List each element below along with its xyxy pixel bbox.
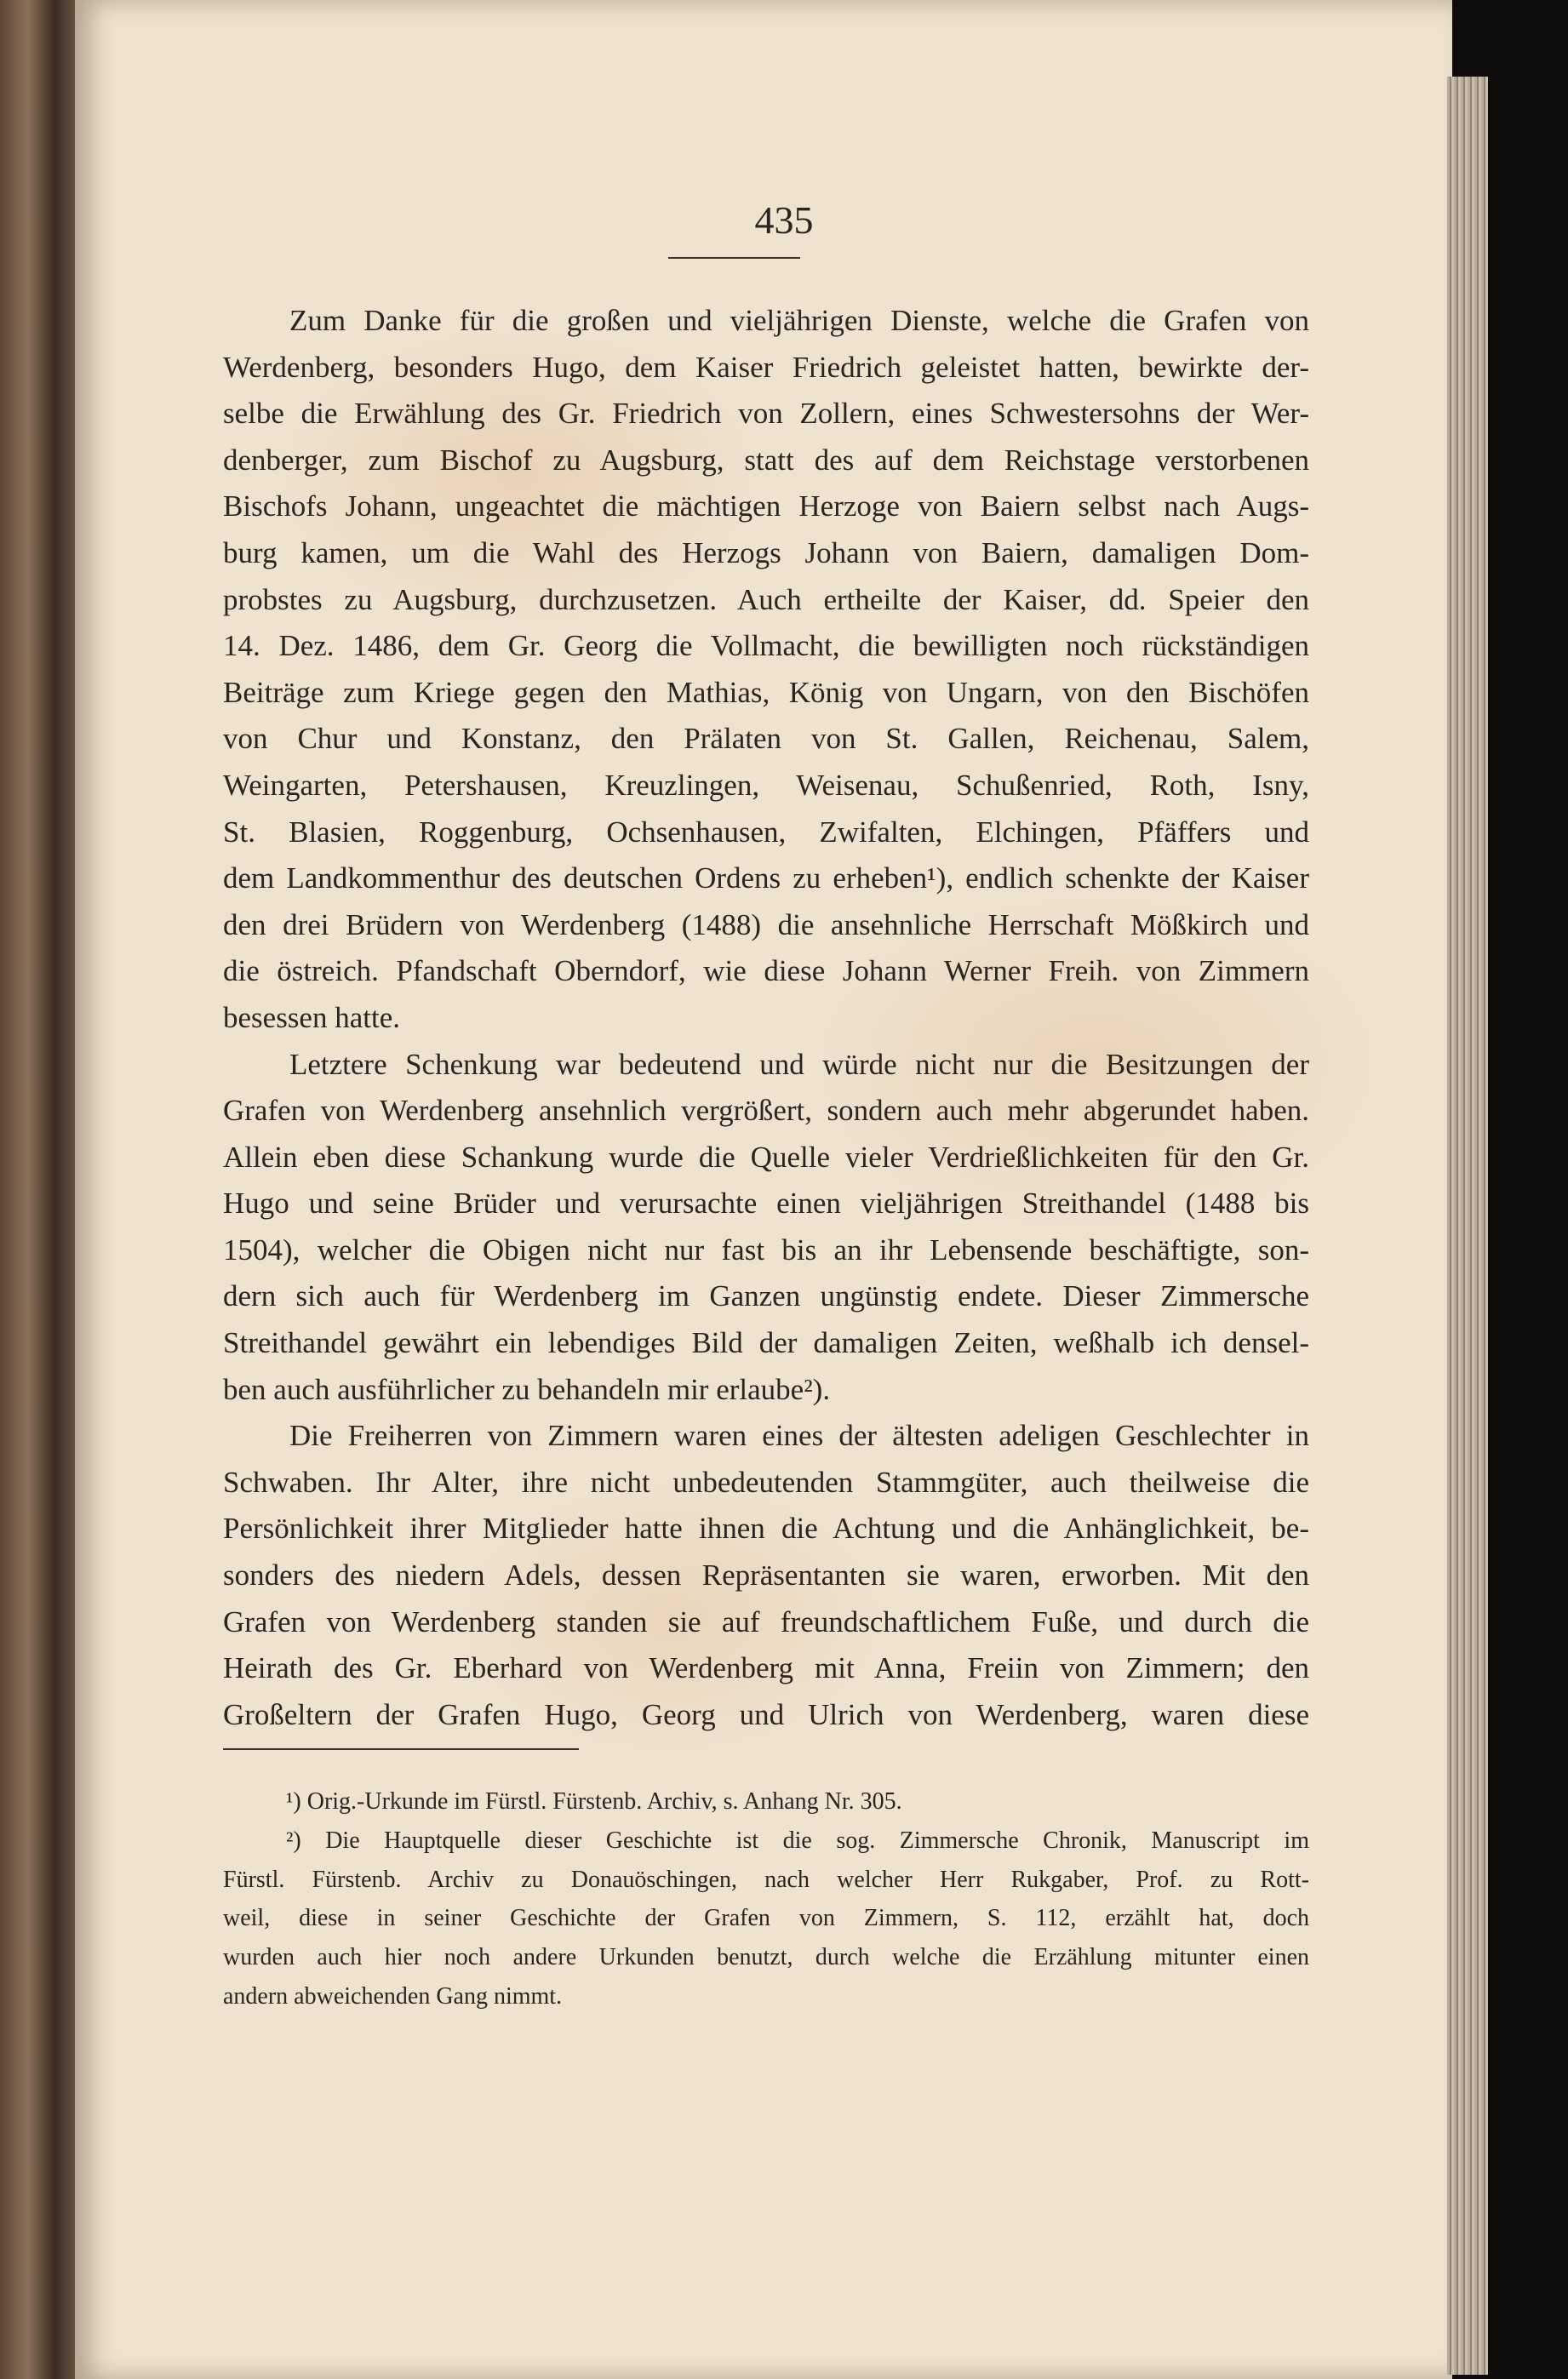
text-line: wurden auch hier noch andere Urkunden benutzt, durch welche die Erzählung mitunter einen (223, 1944, 1309, 1971)
text-line: denberger, zum Bischof zu Augsburg, statt des auf dem Reichstage verstorbenen (223, 443, 1309, 477)
facing-page-edge (0, 0, 78, 2379)
footnotes (223, 1782, 1309, 2016)
text-line: Die Freiherren von Zimmern waren eines der ältesten adeligen Geschlechter in (289, 1419, 1309, 1453)
text-line: Streithandel gewährt ein lebendiges Bild der damaligen Zeiten, weßhalb ich densel- (223, 1326, 1309, 1360)
text-line: Schwaben. Ihr Alter, ihre nicht unbedeutenden Stammgüter, auch theilweise die (223, 1465, 1309, 1499)
text-line: die östreich. Pfandschaft Oberndorf, wie diese Johann Werner Freih. von Zimmern (223, 954, 1309, 988)
footnote (223, 1782, 1309, 1821)
text-line: Fürstl. Fürstenb. Archiv zu Donauöschingen, nach welcher Herr Rukgaber, Prof. zu Rott- (223, 1866, 1309, 1893)
text-line: Werdenberg, besonders Hugo, dem Kaiser Friedrich geleistet hatten, bewirkte der- (223, 350, 1309, 384)
text-line: den drei Brüdern von Werdenberg (1488) die ansehnliche Herrschaft Mößkirch und (223, 907, 1309, 941)
text-line: Allein eben diese Schankung wurde die Quelle vieler Verdrießlichkeiten für den Gr. (223, 1140, 1309, 1174)
text-line: Letztere Schenkung war bedeutend und würde nicht nur die Besitzungen der (289, 1047, 1309, 1081)
text-line: Bischofs Johann, ungeachtet die mächtigen Herzoge von Baiern selbst nach Augs- (223, 489, 1309, 523)
text-line: Hugo und seine Brüder und verursachte einen vieljährigen Streithandel (1488 bis (223, 1187, 1309, 1221)
text-line: dem Landkommenthur des deutschen Ordens zu erheben¹), endlich schenkte der Kaiser (223, 861, 1309, 895)
text-line: sonders des niedern Adels, dessen Repräsentanten sie waren, erworben. Mit den (223, 1558, 1309, 1593)
paragraph (223, 298, 1309, 1042)
page-number: 435 (754, 198, 814, 242)
text-line: von Chur und Konstanz, den Prälaten von St. Gallen, Reichenau, Salem, (223, 722, 1309, 756)
paragraph (223, 1042, 1309, 1414)
text-line: Persönlichkeit ihrer Mitglieder hatte ihnen die Achtung und die Anhänglichkeit, be- (223, 1512, 1309, 1546)
text-line: Großeltern der Grafen Hugo, Georg und Ulrich von Werdenberg, waren diese (223, 1697, 1309, 1731)
page-number-rule (668, 257, 800, 259)
text-line: weil, diese in seiner Geschichte der Grafen von Zimmern, S. 112, erzählt hat, doch (223, 1905, 1309, 1932)
page-stack-edge (1447, 77, 1488, 2375)
text-line: ¹) Orig.-Urkunde im Fürstl. Fürstenb. Archiv, s. Anhang Nr. 305. (286, 1788, 902, 1815)
footnote (223, 1821, 1309, 2016)
text-line: St. Blasien, Roggenburg, Ochsenhausen, Zwifalten, Elchingen, Pfäffers und (223, 815, 1309, 849)
text-line: selbe die Erwählung des Gr. Friedrich von Zollern, eines Schwestersohns der Wer- (223, 397, 1309, 431)
footnote-rule (223, 1748, 579, 1750)
text-line: Grafen von Werdenberg ansehnlich vergrößert, sondern auch mehr abgerundet haben. (223, 1094, 1309, 1128)
text-line: Beiträge zum Kriege gegen den Mathias, König von Ungarn, von den Bischöfen (223, 675, 1309, 709)
body-text (223, 298, 1309, 1738)
text-line: andern abweichenden Gang nimmt. (223, 1982, 563, 2010)
text-line: ben auch ausführlicher zu behandeln mir erlaube²). (223, 1372, 831, 1406)
text-line: burg kamen, um die Wahl des Herzogs Johann von Baiern, damaligen Dom- (223, 535, 1309, 569)
text-line: dern sich auch für Werdenberg im Ganzen ungünstig endete. Dieser Zimmersche (223, 1279, 1309, 1313)
text-line: besessen hatte. (223, 1000, 400, 1034)
text-line: Grafen von Werdenberg standen sie auf freundschaftlichem Fuße, und durch die (223, 1604, 1309, 1638)
text-line: ²) Die Hauptquelle dieser Geschichte ist die sog. Zimmersche Chronik, Manuscript im (286, 1827, 1309, 1854)
text-line: probstes zu Augsburg, durchzusetzen. Auch ertheilte der Kaiser, dd. Speier den (223, 582, 1309, 616)
text-line: 14. Dez. 1486, dem Gr. Georg die Vollmacht, die bewilligten noch rückständigen (223, 629, 1309, 663)
text-line: Zum Danke für die großen und vieljährigen Dienste, welche die Grafen von (289, 304, 1309, 337)
text-line: 1504), welcher die Obigen nicht nur fast bis an ihr Lebensende beschäftigte, son- (223, 1232, 1309, 1267)
text-line: Heirath des Gr. Eberhard von Werdenberg mit Anna, Freiin von Zimmern; den (223, 1651, 1309, 1685)
text-line: Weingarten, Petershausen, Kreuzlingen, Weisenau, Schußenried, Roth, Isny, (223, 768, 1309, 802)
paragraph (223, 1413, 1309, 1738)
